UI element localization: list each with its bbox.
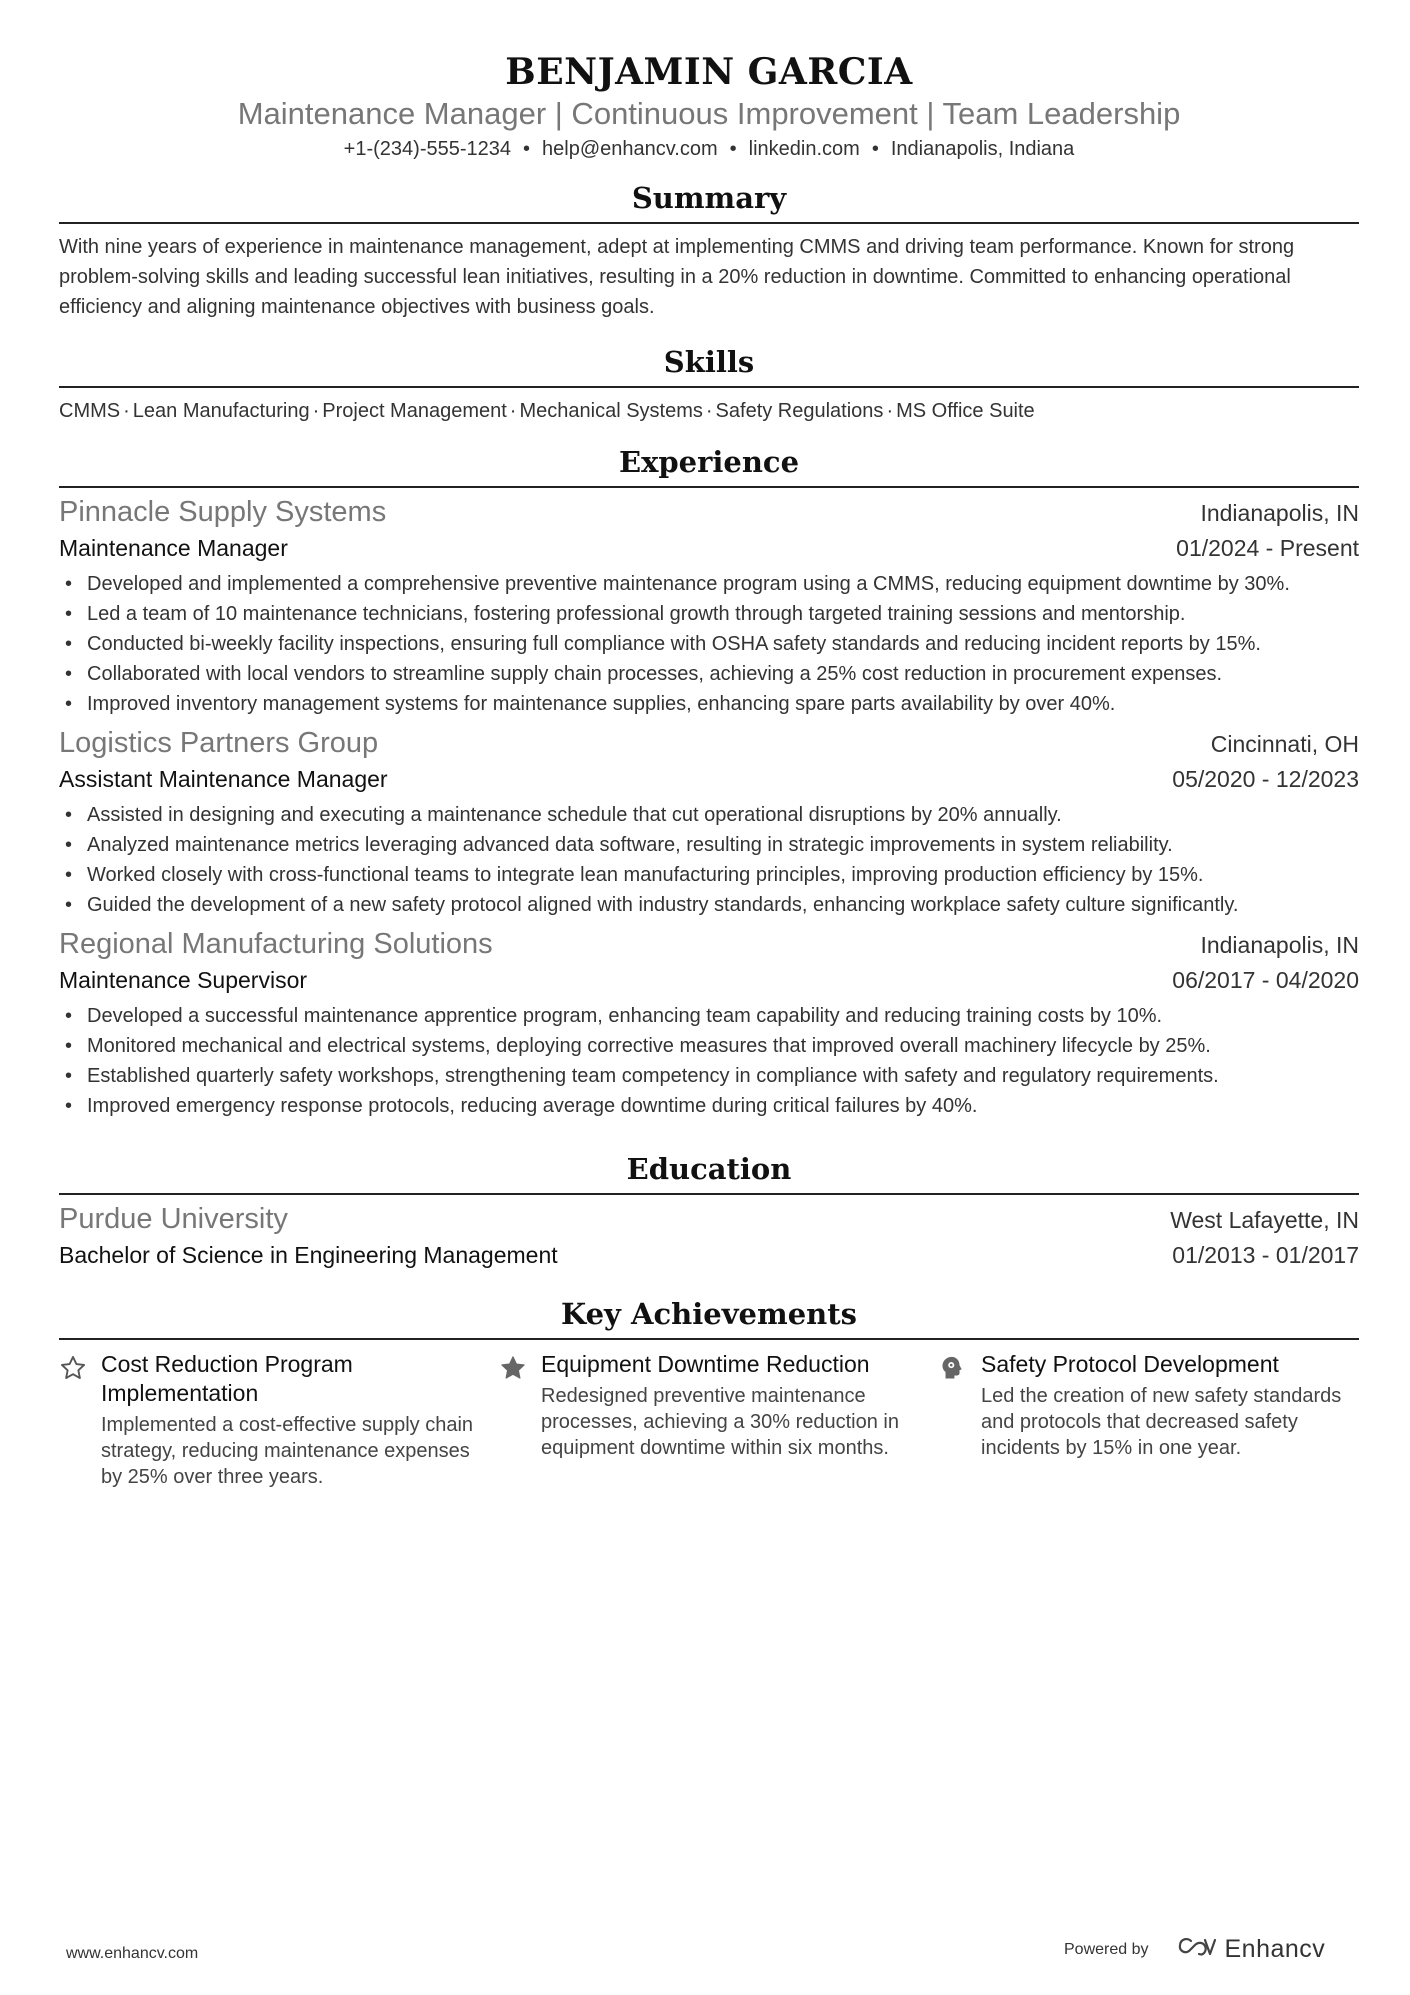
job-title: Maintenance Manager	[59, 535, 288, 561]
achievement-title: Safety Protocol Development	[981, 1351, 1279, 1377]
job-dates: 05/2020 - 12/2023	[1172, 766, 1359, 792]
brand-name[interactable]: Enhancv	[1224, 1935, 1326, 1963]
section-divider	[59, 386, 1359, 388]
achievement-item	[939, 1350, 1359, 1490]
section-divider	[59, 1193, 1359, 1195]
school-location: West Lafayette, IN	[1170, 1207, 1359, 1233]
section-title-experience: Experience	[618, 445, 800, 479]
job-title: Assistant Maintenance Manager	[59, 766, 388, 792]
section-divider	[59, 1338, 1359, 1340]
job-entry	[59, 725, 1359, 920]
skill-item: MS Office Suite	[896, 400, 1035, 422]
section-divider	[59, 222, 1359, 224]
linkedin-link[interactable]: linkedin.com	[748, 138, 860, 160]
achievement-description: Implemented a cost-effective supply chain strategy, reducing maintenance expenses by 25% over three years.	[101, 1414, 474, 1488]
star-outline-icon	[59, 1350, 101, 1490]
resume-page	[59, 0, 1359, 1490]
separator-dot: •	[523, 138, 531, 160]
skill-item: Lean Manufacturing	[132, 400, 310, 422]
job-location: Cincinnati, OH	[1210, 731, 1359, 757]
education-dates: 01/2013 - 01/2017	[1172, 1242, 1359, 1268]
job-entry	[59, 926, 1359, 1121]
job-bullets	[59, 1001, 1359, 1121]
job-dates: 06/2017 - 04/2020	[1172, 967, 1359, 993]
company-name: Pinnacle Supply Systems	[59, 496, 387, 528]
email[interactable]: help@enhancv.com	[542, 138, 718, 160]
skill-item: Project Management	[322, 400, 507, 422]
enhancv-logo-icon	[1175, 1936, 1217, 1963]
bullet-item: • Collaborated with local vendors to streamline supply chain processes, achieving a 25% cost reduction in procurement expenses.	[59, 659, 1359, 689]
bullet-item: • Improved emergency response protocols, reducing average downtime during critical failures by 40%.	[59, 1091, 1359, 1121]
job-location: Indianapolis, IN	[1200, 932, 1359, 958]
powered-by-label: Powered by	[1064, 1940, 1149, 1958]
separator-dot: •	[729, 138, 737, 160]
bullet-item: • Developed a successful maintenance apprentice program, enhancing team capability and reducing training costs by 10%.	[59, 1001, 1359, 1031]
section-title-skills: Skills	[663, 345, 755, 379]
bullet-item: • Established quarterly safety workshops, strengthening team competency in compliance with safety and regulatory requirements.	[59, 1061, 1359, 1091]
company-name: Regional Manufacturing Solutions	[59, 928, 493, 960]
job-location: Indianapolis, IN	[1200, 500, 1359, 526]
section-divider	[59, 486, 1359, 488]
bullet-item: • Worked closely with cross-functional teams to integrate lean manufacturing principles, improving production efficiency by 15%.	[59, 860, 1359, 890]
education-section	[59, 1149, 1359, 1272]
bullet-item: • Monitored mechanical and electrical systems, deploying corrective measures that improved overall machinery lifecycle by 25%.	[59, 1031, 1359, 1061]
job-bullets	[59, 800, 1359, 920]
contact-line	[59, 136, 1359, 162]
bullet-item: • Analyzed maintenance metrics leveraging advanced data software, resulting in strategic improvements in system reliability.	[59, 830, 1359, 860]
skill-item: Safety Regulations	[715, 400, 884, 422]
candidate-name: BENJAMIN GARCIA	[505, 51, 913, 93]
star-filled-icon	[499, 1350, 541, 1490]
bullet-item: • Assisted in designing and executing a maintenance schedule that cut operational disruptions by 20% annually.	[59, 800, 1359, 830]
achievement-item	[59, 1350, 479, 1490]
headline: Maintenance Manager | Continuous Improvement | Team Leadership	[237, 96, 1181, 131]
phone[interactable]: +1-(234)-555-1234	[343, 138, 512, 160]
section-title-education: Education	[626, 1152, 792, 1186]
section-title-summary: Summary	[631, 181, 787, 215]
footer-branding	[1064, 1935, 1325, 1964]
skills-section	[59, 342, 1359, 426]
summary-text: With nine years of experience in maintenance management, adept at implementing CMMS and driving team performance. Known for strong problem-solving skills and leading successful lean initiatives, resulting in a 20% reduction in downtime. Committed to enhancing operational efficiency and aligning maintenance objectives with business goals.	[59, 236, 1295, 318]
job-bullets	[59, 569, 1359, 719]
experience-section	[59, 442, 1359, 1121]
skills-list: CMMS · Lean Manufacturing · Project Management · Mechanical Systems · Safety Regulations · MS Office Suite	[59, 400, 1035, 422]
separator-dot: •	[871, 138, 879, 160]
footer-website-link[interactable]: www.enhancv.com	[66, 1945, 199, 1962]
skill-item: CMMS	[59, 400, 121, 422]
achievement-description: Led the creation of new safety standards and protocols that decreased safety incidents by 15% in one year.	[981, 1385, 1342, 1459]
location: Indianapolis, Indiana	[890, 138, 1075, 160]
company-name: Logistics Partners Group	[59, 727, 379, 759]
section-title-achievements: Key Achievements	[561, 1297, 857, 1331]
achievement-description: Redesigned preventive maintenance processes, achieving a 30% reduction in equipment downtime within six months.	[541, 1385, 899, 1459]
bullet-item: • Led a team of 10 maintenance technicians, fostering professional growth through targeted training sessions and mentorship.	[59, 599, 1359, 629]
achievements-section	[59, 1294, 1359, 1490]
summary-section	[59, 178, 1359, 322]
bullet-item: • Conducted bi-weekly facility inspections, ensuring full compliance with OSHA safety standards and reducing incident reports by 15%.	[59, 629, 1359, 659]
bullet-item: • Developed and implemented a comprehensive preventive maintenance program using a CMMS, reducing equipment downtime by 30%.	[59, 569, 1359, 599]
job-dates: 01/2024 - Present	[1176, 535, 1359, 561]
school-name: Purdue University	[59, 1203, 288, 1235]
skill-item: Mechanical Systems	[519, 400, 703, 422]
education-entry	[59, 1201, 1359, 1272]
achievement-item	[499, 1350, 919, 1490]
bullet-item: • Improved inventory management systems for maintenance supplies, enhancing spare parts availability by over 40%.	[59, 689, 1359, 719]
degree: Bachelor of Science in Engineering Management	[59, 1242, 558, 1268]
bullet-item: • Guided the development of a new safety protocol aligned with industry standards, enhancing workplace safety culture significantly.	[59, 890, 1359, 920]
achievement-title: Equipment Downtime Reduction	[541, 1351, 870, 1377]
job-entry	[59, 494, 1359, 719]
job-title: Maintenance Supervisor	[59, 967, 308, 993]
achievement-title: Cost Reduction Program Implementation	[101, 1351, 353, 1406]
head-brain-icon	[939, 1350, 981, 1490]
